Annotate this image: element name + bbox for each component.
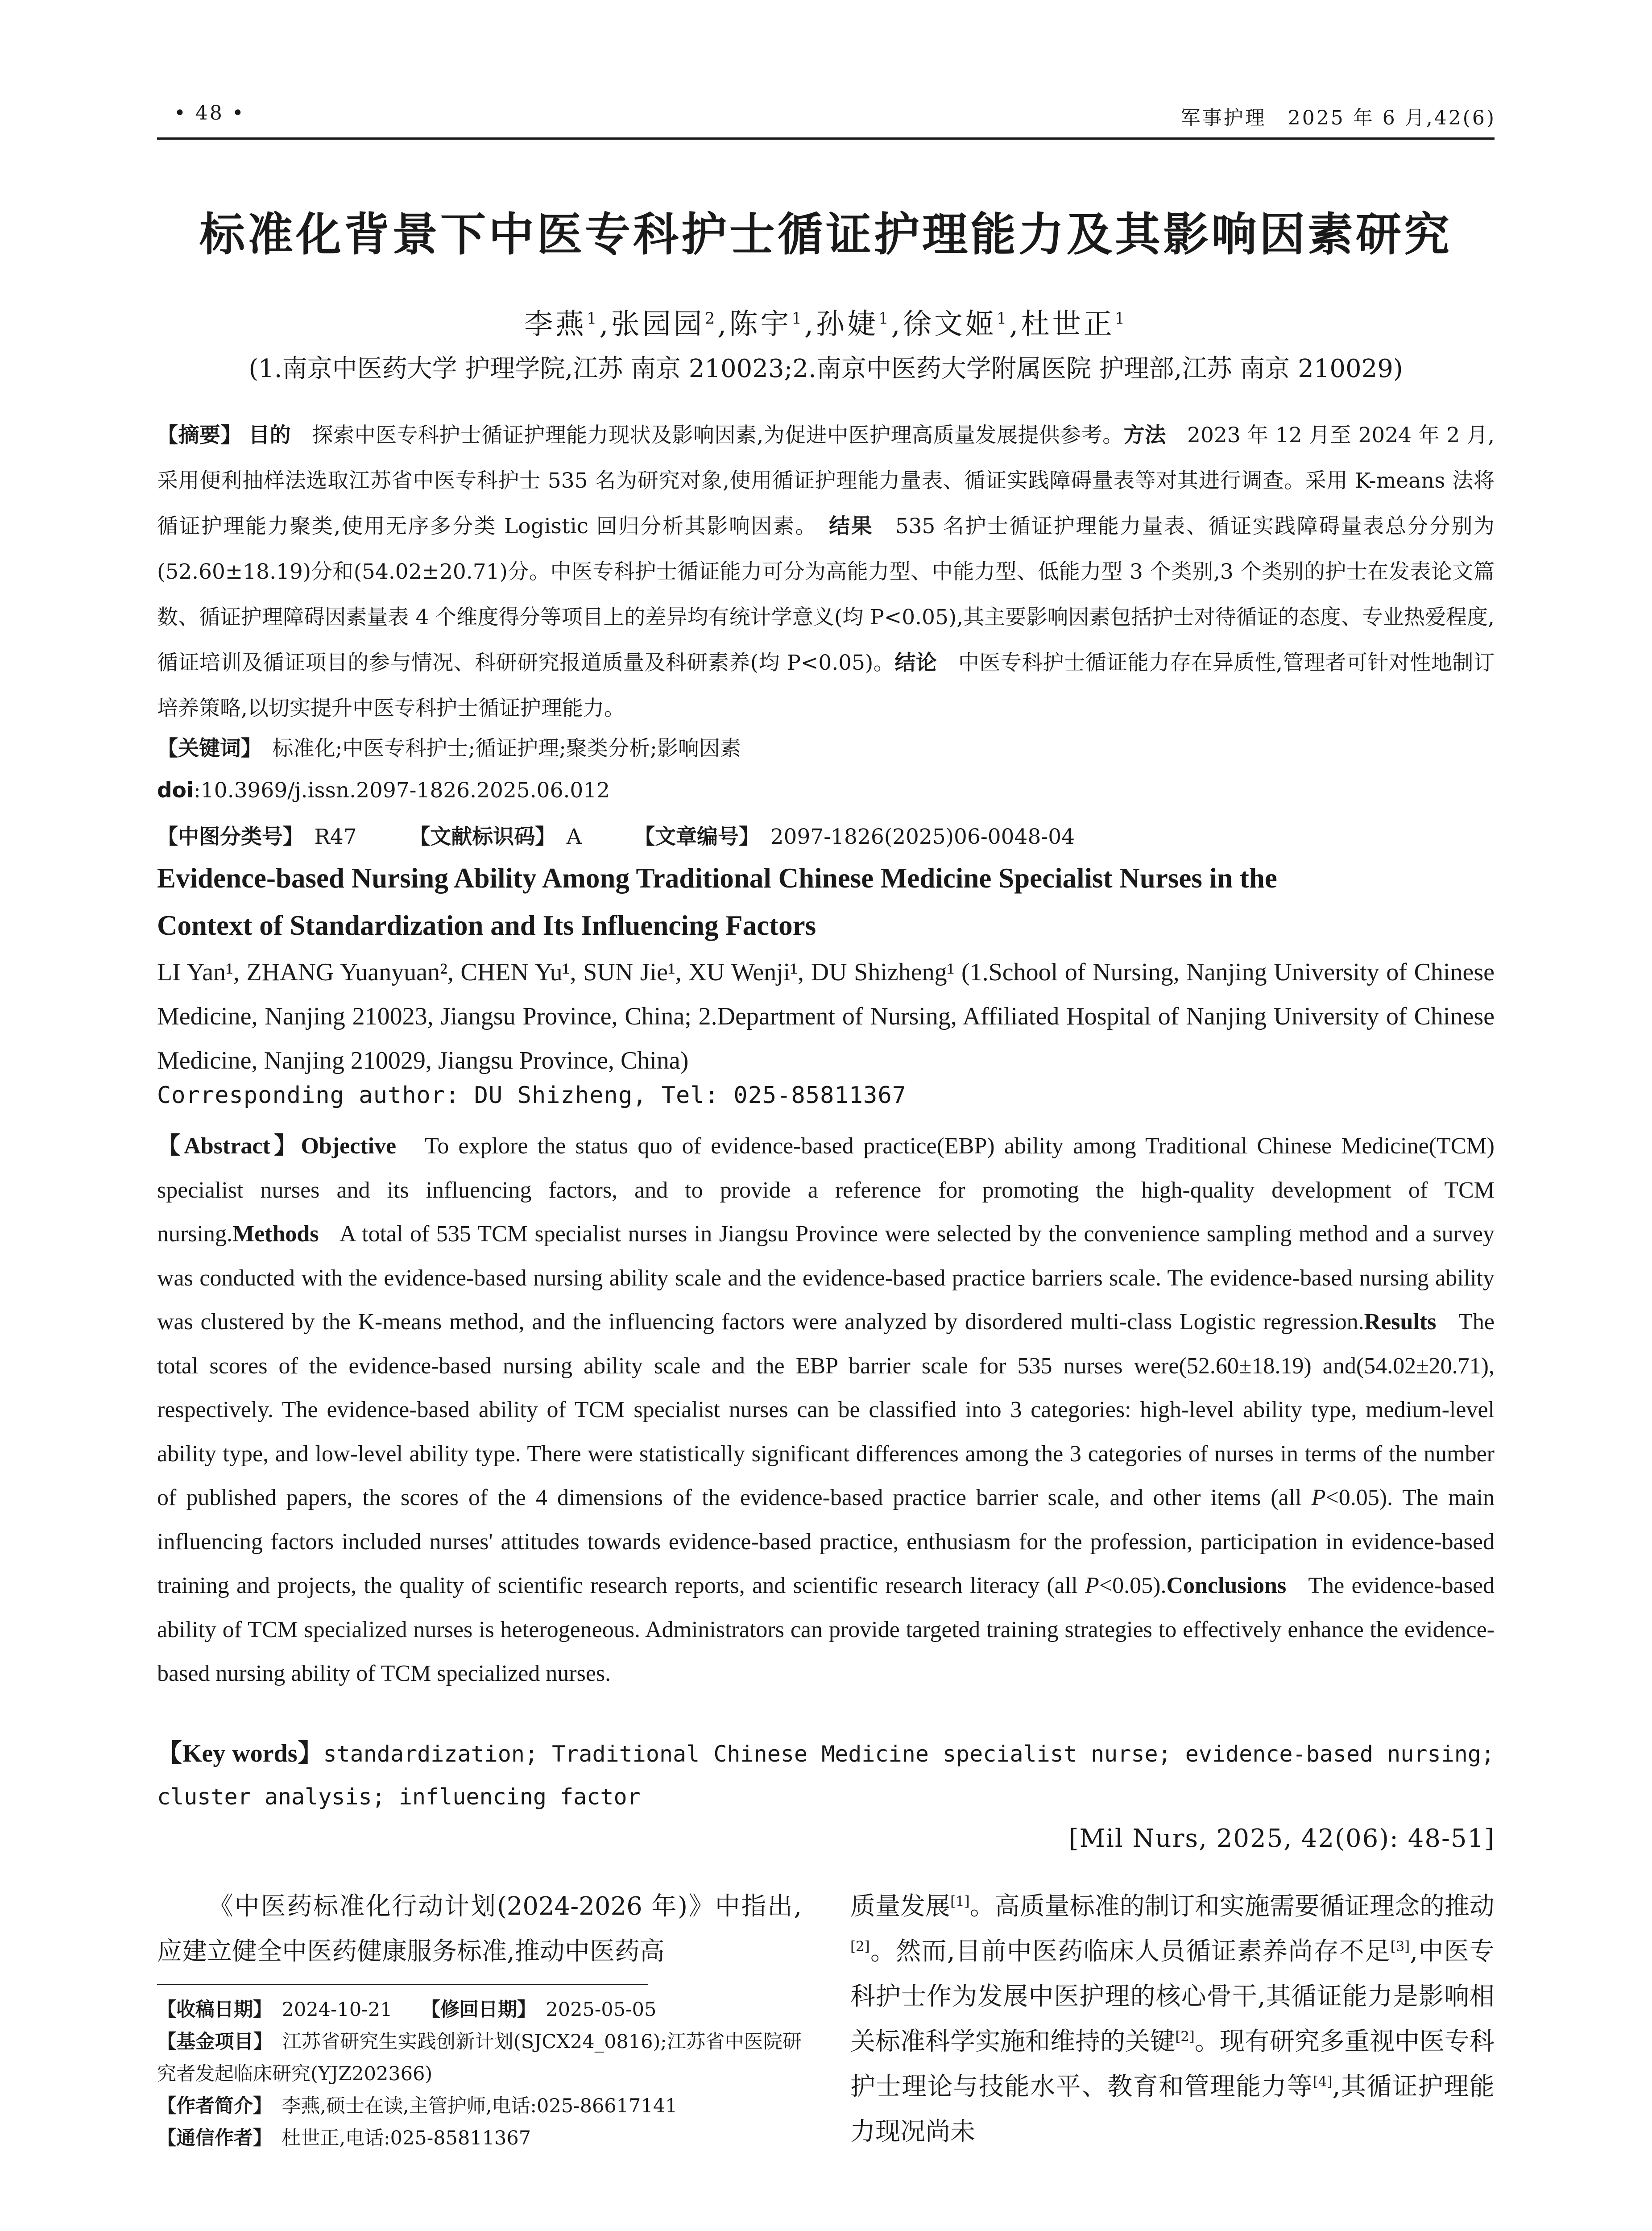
doc-code-label: 【文献标识码】 [419,825,546,849]
received-date: 2024-10-21 [282,1999,393,2021]
author-list-cn: 李燕$^1$,张园园$^2$,陈宇$^1$,孙婕$^1$,徐文姬$^1$,杜世正$^1$ [524,308,1128,341]
doi-line [157,778,1495,803]
conclusions-en-text: The evidence-based ability of TCM specialized nurses is heterogeneous. Administrators can provide targeted training strategies to effectively enhance the evidence-based nursing ability of TCM specialized nurses. [157,1573,1495,1686]
author-affil-mark: 1 [996,309,1010,328]
doi-label: doi [157,778,194,803]
author-bio-label: 【作者简介】 [157,2095,263,2117]
article-no-value: 2097-1826(2025)06-0048-04 [770,825,1075,849]
keywords-en-text: standardization; Traditional Chinese Medicine specialist nurse; evidence-based nursing; cluster analysis; influencing factor [157,1741,1495,1810]
methods-label: 方法 [1123,423,1166,448]
results-en-text: <0.05). The main influencing factors included nurses' attitudes towards evidence-based practice, enthusiasm for the profession, participation in evidence-based training and projects, the quality of scientific research reports, and scientific research literacy (all [157,1485,1495,1598]
author-name: 张园园 [611,308,705,341]
classification-line [157,820,1495,850]
results-en-label: Results [1364,1309,1437,1335]
keywords-en-label: 【Key words】 [157,1740,323,1767]
article-title-en [157,854,1495,949]
objective-label: 目的 [248,423,291,448]
affiliation-cn: (1.南京中医药大学 护理学院,江苏 南京 210023;2.南京中医药大学附属医院 护理部,江苏 南京 210029) [248,354,1403,383]
objective-en-label: Objective [301,1133,397,1159]
keywords-en [157,1733,1495,1818]
clc-label: 【中图分类号】 [157,825,294,849]
author-affil-mark: 2 [704,309,718,328]
footnote-author [157,2090,802,2122]
author-affil-mark: 1 [878,309,891,328]
reference-mark[interactable]: [4] [1312,2073,1333,2090]
author-affil-mark: 1 [586,309,600,328]
abstract-cn [157,413,1495,731]
methods-en-text: A total of 535 TCM specialist nurses in Jiangsu Province were selected by the convenience sampling method and a survey was conducted with the evidence-based nursing ability scale and the evidence-based practice barriers scale. The evidence-based nursing ability was clustered by the K-means method, and the influencing factors were analyzed by disordered multi-class Logistic regression. [157,1221,1495,1335]
author-name: 徐文姬 [903,308,997,341]
conclusion-label: 结论 [894,651,937,675]
fund-text: 江苏省研究生实践创新计划(SJCX24_0816);江苏省中医院研究者发起临床研究(YJZ202366) [157,2031,802,2085]
citation-line: [Mil Nurs, 2025, 42(06): 48-51] [1068,1824,1495,1853]
objective-en-text: To explore the status quo of evidence-based practice(EBP) ability among Traditional Chinese Medicine(TCM) specialist nurses and its influencing factors, and to provide a reference for promoting the high-quality development of TCM nursing. [157,1133,1495,1247]
objective-text: 探索中医专科护士循证护理能力现状及影响因素,为促进中医护理高质量发展提供参考。 [312,423,1124,448]
methods-en-label: Methods [232,1221,319,1247]
clc-value: R47 [314,825,357,849]
author-name: 李燕 [524,308,587,341]
doi-link[interactable]: :10.3969/j.issn.2097-1826.2025.06.012 [194,778,610,803]
corr-text: 杜世正,电话:025-85811367 [282,2127,531,2149]
author-affil-mark: 1 [1114,309,1128,328]
results-en-text: <0.05). [1099,1573,1167,1598]
journal-issue: 军事护理 2025 年 6 月,42(6) [1180,107,1496,129]
author-list-en: LI Yan¹, ZHANG Yuanyuan², CHEN Yu¹, SUN Jie¹, XU Wenji¹, DU Shizheng¹ (1.School of Nursing, Nanjing University of Chinese Medicine, Nanjing 210023, Jiangsu Province, China; 2.Department of Nursing, Affiliated Hospital of Nanjing University of Chinese Medicine, Nanjing 210029, Jiangsu Province, China) [157,958,1495,1074]
doc-code-value: A [566,825,582,849]
author-affil-mark: 1 [791,309,804,328]
body-column-left [157,1884,802,1974]
corresponding-author: Corresponding author: DU Shizheng, Tel: 025-85811367 [157,1082,907,1109]
author-name: 陈宇 [729,308,792,341]
keywords-label: 【关键词】 [157,736,252,761]
header-divider [157,137,1495,140]
reference-mark[interactable]: [2] [850,1938,870,1955]
conclusions-en-label: Conclusions [1166,1573,1287,1598]
corr-label: 【通信作者】 [157,2127,263,2149]
footnote-corresponding [157,2122,802,2154]
keywords-cn [157,732,1495,762]
reference-mark[interactable]: [3] [1390,1938,1410,1955]
title-en-line: Evidence-based Nursing Ability Among Traditional Chinese Medicine Specialist Nurses in the [157,863,1277,894]
abstract-en-label: 【Abstract】 [157,1133,301,1159]
p-value-symbol: P [1311,1485,1326,1510]
revised-date: 2025-05-05 [546,1999,657,2021]
body-text: 。然而,目前中医药临床人员循证素养尚存不足 [869,1937,1391,1966]
keywords-text: 标准化;中医专科护士;循证护理;聚类分析;影响因素 [272,736,741,761]
results-text: 535 名护士循证护理能力量表、循证实践障碍量表总分分别为(52.60±18.19)分和(54.02±20.71)分。中医专科护士循证能力可分为高能力型、中能力型、低能力型 3 个类别,3 个类别的护士在发表论文篇数、循证护理障碍因素量表 4 个维度得分等项目上的差异均有统计学意义(均 P<0.05),其主要影响因素包括护士对待循证的态度、专业热爱程度,循证培训及循证项目的参与情况、科研研究报道质量及科研素养(均 P<0.05)。 [157,514,1495,675]
methods-text: 2023 年 12 月至 2024 年 2 月,采用便利抽样法选取江苏省中医专科护士 535 名为研究对象,使用循证护理能力量表、循证实践障碍量表等对其进行调查。采用 K-means 法将循证护理能力聚类,使用无序多分类 Logistic 回归分析其影响因素。 [157,423,1495,539]
conclusion-text: 中医专科护士循证能力存在异质性,管理者可针对性地制订培养策略,以切实提升中医专科护士循证护理能力。 [157,651,1495,721]
page-number: • 48 • [174,102,245,124]
results-label: 结果 [829,514,874,539]
author-name: 杜世正 [1021,308,1115,341]
results-en-text: The total scores of the evidence-based nursing ability scale and the EBP barrier scale for 535 nurses were(52.60±18.19) and(54.02±20.71), respectively. The evidence-based ability of TCM specialist nurses can be classified into 3 categories: high-level ability type, medium-level ability type, and low-level ability type. There were statistically significant differences among the 3 categories of nurses in terms of the number of published papers, the scores of the 4 dimensions of the evidence-based practice barrier scale, and other items (all [157,1309,1495,1510]
abstract-en [157,1124,1495,1696]
received-label: 【收稿日期】 [157,1999,263,2021]
article-no-label: 【文章编号】 [644,825,749,849]
body-column-right [850,1884,1495,2154]
body-text: ,中医专科护士作为发展中医护理的核心骨干,其循证能力是影响相关标准科学实施和维持的关键 [850,1937,1495,2056]
abstract-label: 【摘要】 [157,423,242,448]
revised-label: 【修回日期】 [431,1999,527,2021]
footnote-divider [157,1984,648,1985]
footnote-dates [157,1994,802,2026]
author-bio-text: 李燕,硕士在读,主管护师,电话:025-86617141 [282,2095,678,2117]
fund-label: 【基金项目】 [157,2031,263,2053]
title-en-line: Context of Standardization and Its Influencing Factors [157,910,816,941]
body-text: 质量发展 [850,1892,951,1921]
body-paragraph: 《中医药标准化行动计划(2024-2026 年)》中指出,应建立健全中医药健康服务标准,推动中医药高 [157,1892,802,1966]
p-value-symbol: P [1085,1573,1099,1598]
footnote-fund [157,2026,802,2090]
author-name: 孙婕 [816,308,879,341]
article-title-cn: 标准化背景下中医专科护士循证护理能力及其影响因素研究 [199,208,1452,261]
reference-mark[interactable]: [1] [950,1893,970,1910]
reference-mark[interactable]: [2] [1175,2028,1195,2045]
body-text: 。高质量标准的制订和实施需要循证理念的推动 [969,1892,1495,1921]
body-text: ,其循证护理能力现况尚未 [850,2072,1495,2146]
body-text: 。现有研究多重视中医专科护士理论与技能水平、教育和管理能力等 [850,2027,1495,2101]
